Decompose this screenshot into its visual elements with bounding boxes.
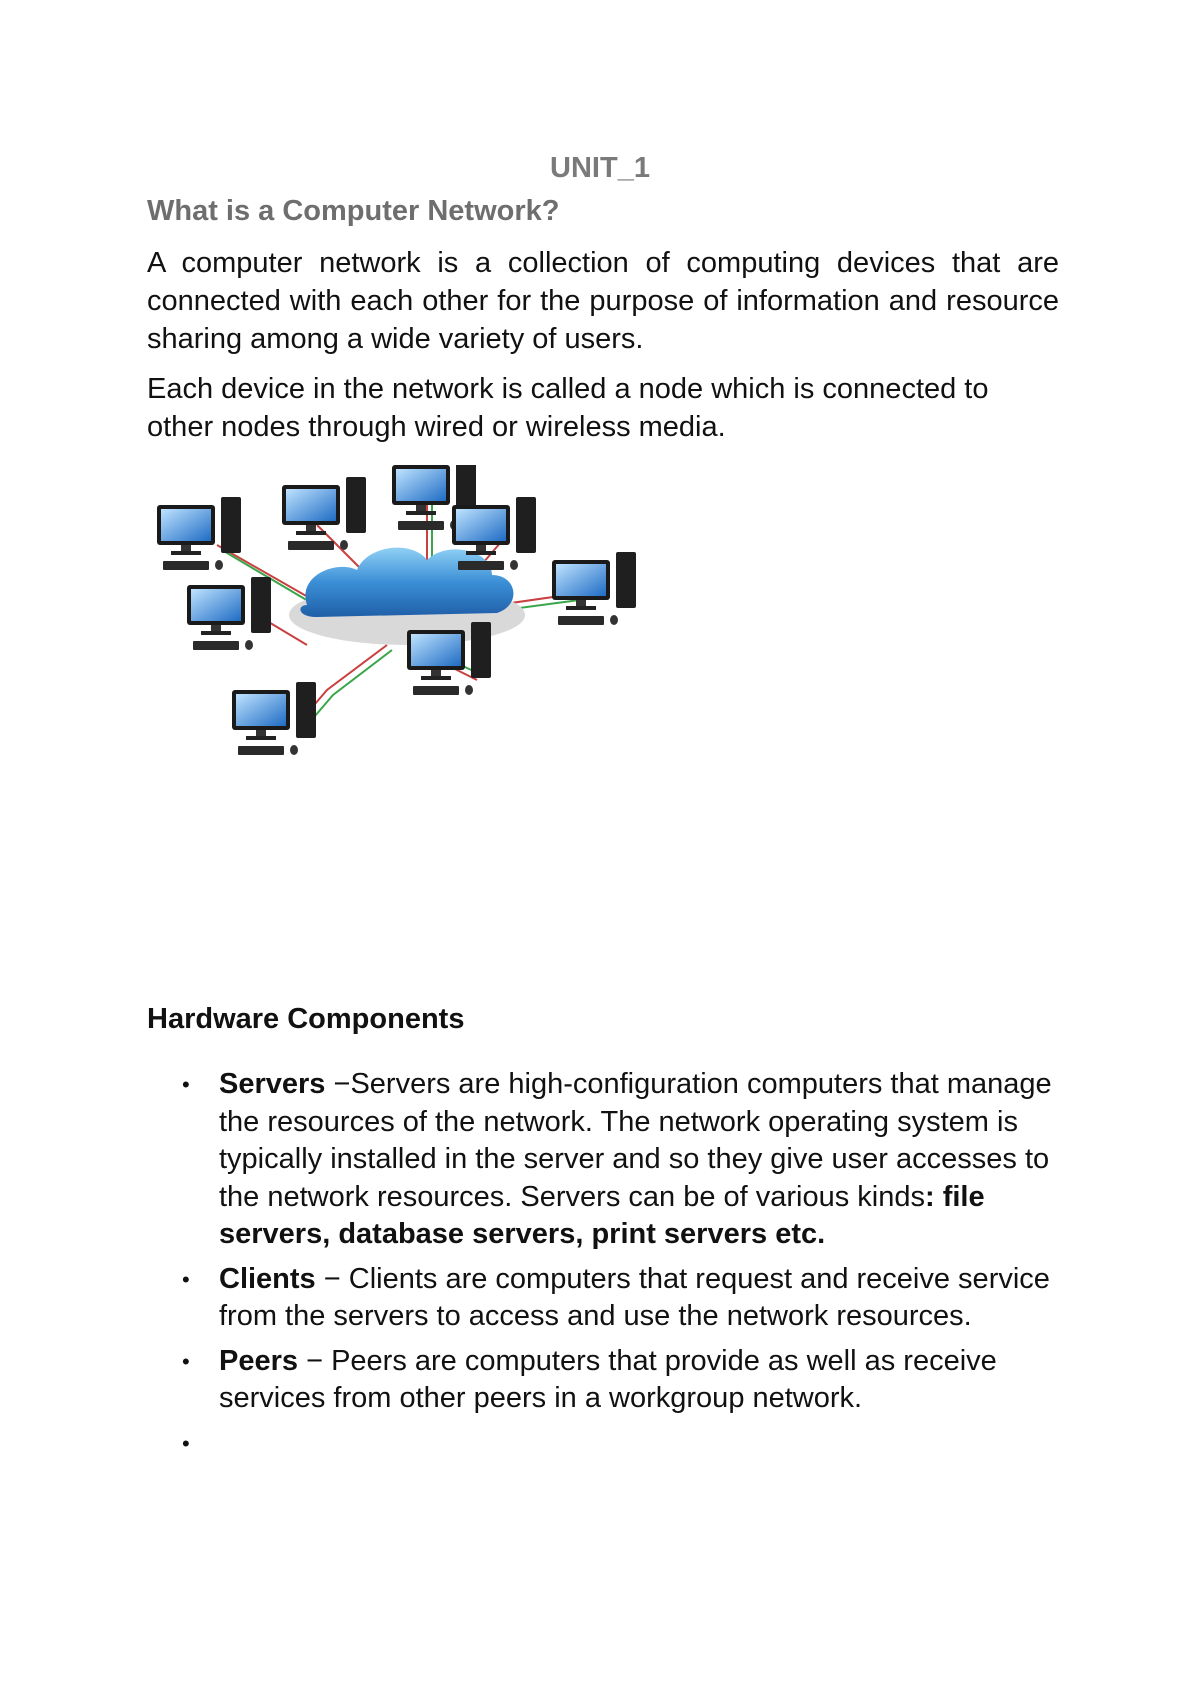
item-term: Servers	[219, 1068, 326, 1100]
page-subtitle: What is a Computer Network?	[147, 195, 560, 227]
item-text: Clients are computers that request and receive service from the servers to access and use the network resources.	[219, 1262, 1050, 1332]
item-sep: −	[315, 1262, 349, 1295]
paragraph-node: Each device in the network is called a node which is connected to other nodes through wired or wireless media.	[147, 373, 989, 443]
bullet-icon: •	[182, 1430, 190, 1456]
item-text: Servers are high-configuration computers that manage the resources of the network. The network operating system is typically installed in the server and so they give user accesses to the network resources. Servers can be of various kinds	[219, 1068, 1052, 1213]
item-text: Peers are computers that provide as well as receive services from other peers in a workgroup network.	[219, 1344, 997, 1414]
network-illustration	[147, 465, 687, 840]
item-sep: −	[325, 1068, 351, 1100]
bullet-icon: •	[182, 1266, 190, 1292]
hardware-heading: Hardware Components	[147, 1003, 465, 1035]
unit-title: UNIT_1	[550, 152, 650, 184]
list-item	[147, 1066, 1087, 1254]
bullet-icon: •	[182, 1348, 190, 1374]
item-term: Clients	[219, 1262, 316, 1295]
list-item	[147, 1425, 1087, 1463]
item-term: Peers	[219, 1344, 299, 1377]
bullet-icon: •	[182, 1072, 190, 1097]
list-item	[147, 1261, 1087, 1336]
item-sep: −	[298, 1344, 332, 1377]
hardware-list	[147, 1066, 1087, 1469]
list-item	[147, 1343, 1087, 1418]
paragraph-definition: A computer network is a collection of computing devices that are connected with each other for the purpose of information and resource sharing among a wide variety of users.	[147, 247, 1059, 355]
item-bold-tail: : file servers, database servers, print servers etc.	[219, 1180, 985, 1250]
